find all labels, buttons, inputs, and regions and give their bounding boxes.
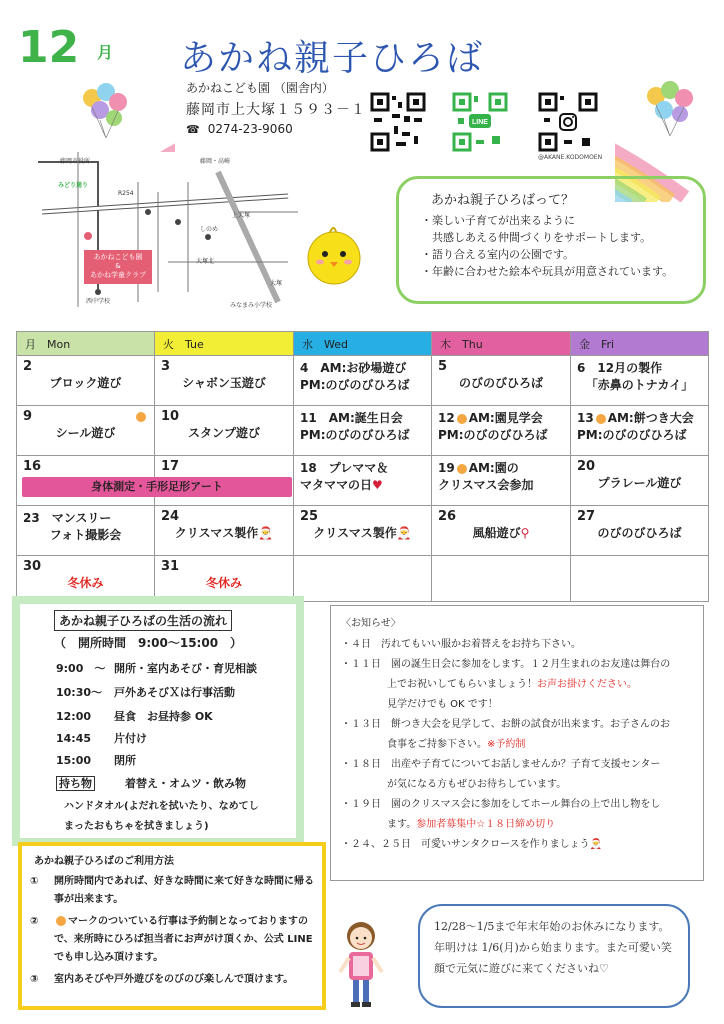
day-number: 9 (23, 409, 33, 424)
usage-item (30, 971, 314, 989)
about-line-3: ・語り合える室内の公園です。 (421, 248, 575, 261)
notice-item (341, 655, 693, 715)
notices-box (330, 605, 704, 881)
notice-text: 見学だけでも OK です！ (387, 699, 498, 710)
calendar-table (16, 331, 709, 602)
day-number: 4 (300, 361, 309, 375)
notice-item (341, 715, 693, 755)
day-number: 3 (161, 359, 171, 374)
usage-item (30, 873, 314, 909)
notice-item (341, 795, 693, 835)
map-box-line3: あかね学童クラブ (90, 271, 146, 280)
usage-box (18, 842, 326, 1010)
about-bubble (396, 176, 706, 304)
access-map (38, 152, 308, 307)
event-text: AM:園見学会 (468, 411, 543, 425)
usage-text: マークのついている行事は予約制となっておりますので、来所時にひろば担当者にお声がけ頂くか、公式 LINE でも申し込み頂けます。 (54, 916, 313, 963)
page-title: あかね親子ひろば (180, 38, 485, 79)
day-number: 13 (577, 411, 594, 425)
items-text-2: ハンドタオル(よだれを拭いたり、なめてし (64, 801, 259, 812)
month-number: 12 (18, 22, 80, 73)
website-qr-code-icon[interactable] (370, 92, 426, 152)
event-text-2: PM:のびのびひろば (438, 428, 548, 442)
day-number: 19 (438, 461, 455, 475)
map-box-line2: & (115, 262, 121, 271)
calendar-cell (294, 456, 432, 506)
event-text-2: フォト撮影会 (49, 528, 122, 542)
calendar-cell (17, 406, 155, 456)
map-box-line1: あかねこども園 (93, 253, 143, 261)
notice-text: ・１１日 園の誕生日会に参加をします。１２月生まれのお友達は舞台の (341, 659, 671, 670)
notice-text: 上でお祝いしてもらいましょう！ (387, 679, 537, 690)
map-label-city-hall: 藤岡市役所 (60, 158, 91, 165)
santa-icon: 🎅 (396, 526, 412, 540)
calendar-cell (17, 556, 155, 602)
event-text-2: PM:のびのびひろば (300, 428, 410, 442)
day-number: 11 (300, 411, 317, 425)
day-number: 23 (23, 511, 40, 525)
notice-highlight: ※予約制 (487, 739, 526, 750)
day-number: 16 (23, 459, 42, 474)
calendar-cell (155, 356, 294, 406)
day-number: 25 (300, 509, 319, 524)
event-text: 12月の製作 (597, 361, 663, 375)
reservation-mark-icon (457, 464, 467, 474)
reservation-mark-icon (457, 414, 467, 424)
day-number: 17 (161, 459, 180, 474)
schedule-hours: （ 開所時間 9:00～15:00 ） (54, 636, 243, 650)
event-text: のびのびひろば (597, 526, 682, 540)
day-number: 31 (161, 559, 180, 574)
chick-mascot-icon (300, 218, 370, 288)
event-text-2: マタママの日 (300, 478, 373, 492)
reservation-mark-icon (56, 916, 66, 926)
day-number: 5 (438, 359, 448, 374)
calendar-cell (155, 506, 294, 556)
items-label: 持ち物 (56, 776, 95, 791)
calendar-week-4 (17, 506, 709, 556)
usage-title: あかね親子ひろばのご利用方法 (34, 856, 174, 867)
map-label-r254: R254 (118, 190, 134, 197)
notice-item: ・４日 汚れてもいい服かお着替えをお持ち下さい。 (341, 639, 581, 650)
event-band: 身体測定・手形足形アート (22, 477, 292, 497)
map-label-otsuka: 大塚 (270, 280, 283, 287)
line-label: LINE (472, 119, 488, 126)
usage-item (30, 913, 314, 967)
usage-number: ③ (30, 974, 39, 985)
instagram-handle: @AKANE.KODOMOEN (538, 154, 603, 161)
event-text-2: PM:のびのびひろば (300, 378, 410, 392)
calendar-cell (294, 506, 432, 556)
event-text: AM:誕生日会 (328, 411, 403, 425)
map-label-nishi-jhs: 西中学校 (86, 298, 111, 305)
about-line-4: ・年齢に合わせた絵本や玩具が用意されています。 (421, 265, 674, 278)
notice-text: が気になる方もぜひお待ちしています。 (387, 779, 567, 790)
header-wed: 水 Wed (294, 332, 432, 356)
calendar-cell (571, 556, 709, 602)
header-tue: 火 Tue (155, 332, 294, 356)
calendar-cell (155, 556, 294, 602)
calendar-cell (432, 556, 571, 602)
heart-icon: ♥ (372, 478, 383, 492)
notice-text: ・１９日 園のクリスマス会に参加をしてホール舞台の上で出し物をし (341, 799, 661, 810)
about-line-1: ・楽しい子育てが出来るように (421, 214, 575, 227)
schedule-row (56, 708, 213, 724)
event-text: 冬休み (67, 576, 104, 590)
schedule-time: 15:00 (56, 754, 92, 767)
calendar-cell (571, 506, 709, 556)
schedule-row (56, 660, 257, 676)
schedule-time: 9:00 ～ (56, 662, 106, 675)
event-text: スタンプ遊び (187, 426, 260, 440)
instagram-qr-code-icon[interactable] (538, 92, 598, 152)
girl-illustration-icon (336, 918, 386, 1010)
schedule-row (56, 752, 136, 768)
map-label-midori-st: みどり通り (58, 182, 89, 189)
balloon-icon: ⚲ (520, 526, 530, 540)
calendar-header-row (17, 332, 709, 356)
phone-number: 0274-23-9060 (207, 122, 293, 136)
notice-text: ・２４、２５日 可愛いサンタクロースを作りましょう (341, 839, 590, 850)
map-label-kamiotsuka: 上大塚 (232, 212, 251, 219)
schedule-desc: 昼食 お昼持参 OK (114, 710, 213, 723)
schedule-items (56, 775, 246, 791)
santa-icon: 🎅 (589, 839, 603, 850)
usage-number: ② (30, 916, 39, 927)
notice-item (341, 755, 693, 795)
event-text: クリスマス製作 (174, 526, 259, 540)
day-number: 24 (161, 509, 180, 524)
usage-number: ① (30, 876, 39, 887)
calendar-week-5 (17, 556, 709, 602)
schedule-desc: 片付け (114, 732, 147, 745)
header-fri: 金 Fri (571, 332, 709, 356)
map-location-badge (84, 250, 152, 284)
event-text: プレママ＆ (328, 461, 389, 475)
calendar-cell (571, 406, 709, 456)
schedule-row (56, 684, 235, 700)
event-text-2: 「赤鼻のトナカイ」 (585, 378, 694, 392)
map-label-shinome: しのめ (200, 226, 219, 233)
notice-highlight: 参加者募集中☆１８日締め切り (416, 819, 556, 830)
event-text: マンスリー (51, 511, 112, 525)
notices-heading: 〈お知らせ〉 (341, 618, 401, 629)
map-label-fujioka-takasaki: 藤岡・高崎 (200, 158, 231, 165)
usage-text: 開所時間内であれば、好きな時間に来て好きな時間に帰る事が出来ます。 (54, 876, 314, 905)
calendar-cell (155, 406, 294, 456)
event-text: プラレール遊び (597, 476, 682, 490)
venue: あかねこども園 （園舎内） (186, 81, 334, 95)
event-text: AM:餅つき大会 (607, 411, 694, 425)
calendar-cell (294, 356, 432, 406)
day-number: 10 (161, 409, 180, 424)
phone-icon: ☎ (186, 123, 200, 136)
day-number: 30 (23, 559, 42, 574)
event-text-2: PM:のびのびひろば (577, 428, 687, 442)
calendar-cell (571, 356, 709, 406)
schedule-title: あかね親子ひろばの生活の流れ (54, 610, 232, 631)
reservation-mark-icon (136, 412, 146, 422)
notice-text: ・１８日 出産や子育てについてお話しませんか？子育て支援センター (341, 759, 661, 770)
day-number: 2 (23, 359, 33, 374)
reservation-mark-icon (596, 414, 606, 424)
event-text: シール遊び (55, 426, 116, 440)
event-text: AM:園の (468, 461, 519, 475)
header-thu: 木 Thu (432, 332, 571, 356)
phone (186, 122, 293, 136)
calendar-cell (17, 506, 155, 556)
event-text: AM:お砂場遊び (320, 361, 407, 375)
schedule-row (56, 730, 147, 746)
notice-item (341, 835, 693, 855)
day-number: 26 (438, 509, 457, 524)
event-text: 風船遊び (472, 526, 521, 540)
line-qr-code-icon[interactable] (452, 92, 508, 152)
schedule-desc: 開所・室内あそび・育児相談 (114, 662, 257, 675)
calendar-week-1 (17, 356, 709, 406)
schedule-time: 14:45 (56, 732, 92, 745)
map-label-otsuka-north: 大塚北 (196, 258, 215, 265)
schedule-time: 10:30～ (56, 686, 103, 699)
day-number: 27 (577, 509, 596, 524)
notice-highlight: お声お掛けください。 (537, 679, 637, 690)
balloons-right-icon (640, 76, 700, 136)
notice-text: ます。 (387, 819, 417, 830)
santa-icon: 🎅 (258, 526, 274, 540)
holiday-text: 12/28～1/5まで年末年始のお休みになります。年明けは 1/6(月)から始まります。また可愛い笑顔で元気に遊びに来てくださいね♡ (434, 920, 672, 975)
calendar-cell (294, 406, 432, 456)
month-unit: 月 (97, 43, 114, 62)
about-line-2: 共感しあえる仲間づくりをサポートします。 (421, 231, 652, 244)
calendar-week-2 (17, 406, 709, 456)
holiday-bubble (418, 904, 690, 1008)
event-text: シャボン玉遊び (182, 376, 266, 390)
calendar-cell (432, 406, 571, 456)
about-title: あかね親子ひろばって？ (431, 193, 575, 208)
balloons-left-icon (78, 80, 134, 140)
schedule-time: 12:00 (56, 710, 92, 723)
day-number: 20 (577, 459, 596, 474)
items-text: 着替え・オムツ・飲み物 (125, 777, 246, 790)
header-mon: 月 Mon (17, 332, 155, 356)
calendar-cell (432, 506, 571, 556)
day-number: 18 (300, 461, 317, 475)
event-text: のびのびひろば (458, 376, 543, 390)
map-label-minami-es: みなまみ小学校 (230, 302, 273, 309)
event-text-2: クリスマス会参加 (438, 478, 534, 492)
calendar-cell (432, 456, 571, 506)
calendar-cell (571, 456, 709, 506)
event-text: ブロック遊び (49, 376, 122, 390)
calendar-cell (294, 556, 432, 602)
notice-text: 食事をご持参下さい。 (387, 739, 487, 750)
address: 藤岡市上大塚１５９３－１ (186, 102, 366, 118)
notice-text: ・１３日 餅つき大会を見学して、お餅の試食が出来ます。お子さんのお (341, 719, 670, 730)
usage-text: 室内あそびや戸外遊びをのびのび楽しんで頂けます。 (54, 974, 294, 985)
items-text-3: まったおもちゃを拭きましょう) (64, 821, 209, 832)
event-text: クリスマス製作 (313, 526, 397, 540)
event-text: 冬休み (205, 576, 242, 590)
schedule-desc: 閉所 (114, 754, 136, 767)
calendar-cell (432, 356, 571, 406)
day-number: 12 (438, 411, 455, 425)
schedule-desc: 戸外あそびＸは行事活動 (114, 686, 235, 699)
day-number: 6 (577, 361, 586, 375)
calendar-cell (17, 356, 155, 406)
